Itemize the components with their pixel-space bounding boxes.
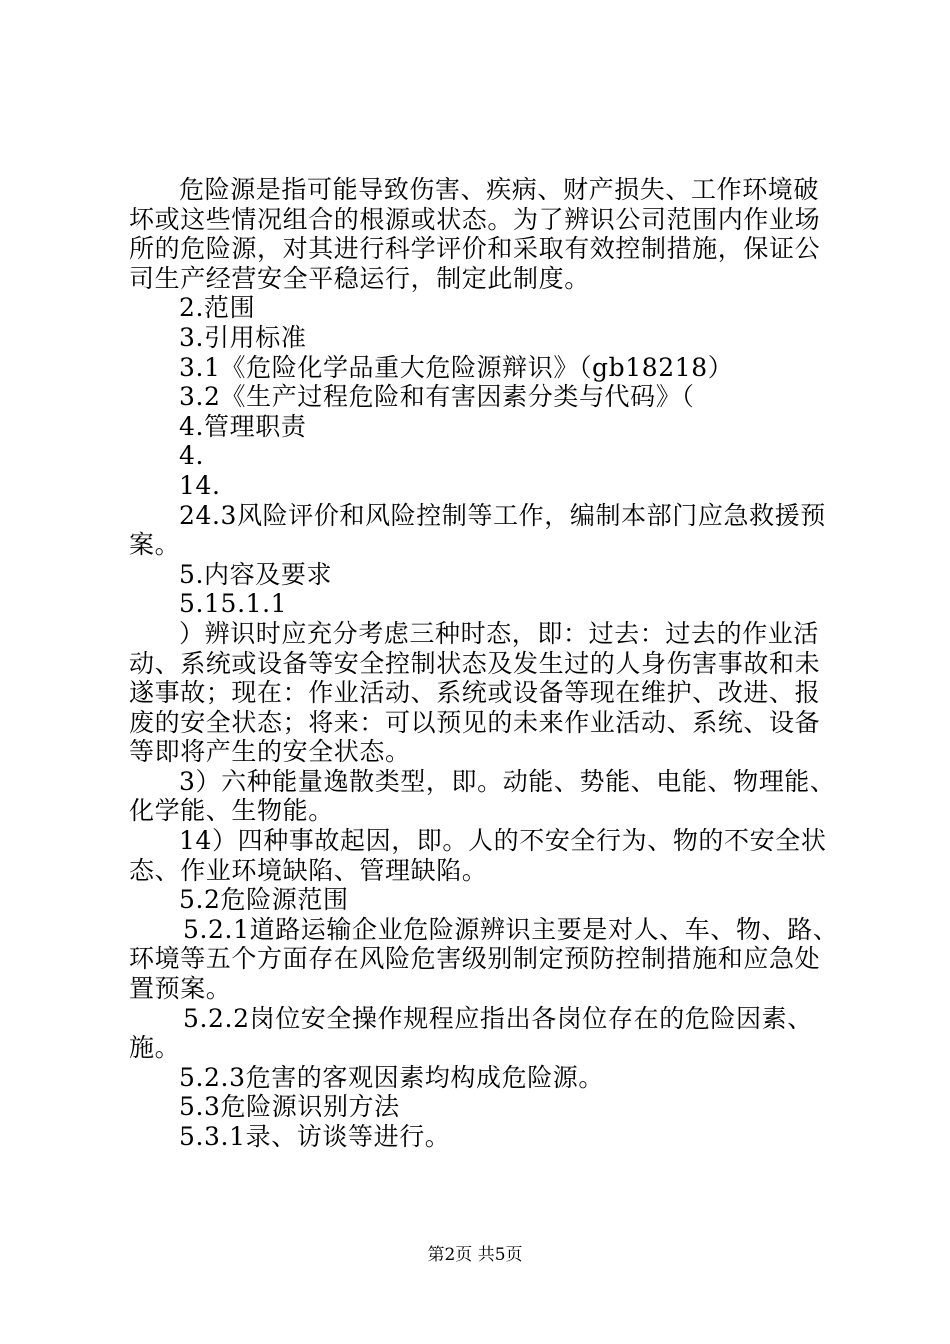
paragraph-line: ）辨识时应充分考虑三种时态，即：过去：过去的作业活	[179, 618, 820, 648]
paragraph-line: 3.1《危险化学品重大危险源辩识》（gb18218）	[179, 352, 734, 382]
paragraph-line: 司生产经营安全平稳运行，制定此制度。	[129, 263, 590, 293]
paragraph-line: 24.3风险评价和风险控制等工作，编制本部门应急救援预	[179, 500, 826, 530]
paragraph-line: 所的危险源，对其进行科学评价和采取有效控制措施，保证公	[129, 234, 821, 264]
paragraph-line: 化学能、生物能。	[129, 796, 334, 826]
paragraph-line: 5.2.3危害的客观因素均构成危险源。	[179, 1062, 605, 1092]
section-heading: 4.管理职责	[179, 411, 307, 441]
section-heading: 5.内容及要求	[179, 559, 333, 589]
paragraph-line: 5.2.1道路运输企业危险源辨识主要是对人、车、物、路、	[183, 914, 839, 944]
paragraph-line: 废的安全状态；将来：可以预见的未来作业活动、系统、设备	[129, 707, 821, 737]
section-heading: 2.范围	[179, 293, 256, 323]
paragraph-line: 环境等五个方面存在风险危害级别制定预防控制措施和应急处	[129, 944, 821, 974]
paragraph-line: 5.15.1.1	[179, 589, 288, 619]
paragraph-line: 置预案。	[129, 974, 232, 1004]
paragraph-line: 3）六种能量逸散类型，即。动能、势能、电能、物理能、	[179, 766, 836, 796]
paragraph-line: 5.3.1录、访谈等进行。	[179, 1122, 451, 1151]
page-number-footer: 第2页 共5页	[427, 1245, 523, 1265]
paragraph-line: 态、作业环境缺陷、管理缺陷。	[129, 855, 488, 885]
paragraph-line: 坏或这些情况组合的根源或状态。为了辨识公司范围内作业场	[129, 204, 821, 234]
paragraph-line: 14）四种事故起因，即。人的不安全行为、物的不安全状	[179, 826, 827, 856]
paragraph-line: 危险源是指可能导致伤害、疾病、财产损失、工作环境破	[179, 175, 820, 204]
paragraph-line: 施。	[129, 1033, 181, 1063]
paragraph-line: 案。	[129, 530, 181, 560]
section-heading: 5.2危险源范围	[179, 885, 349, 915]
paragraph-line: 等即将产生的安全状态。	[129, 737, 411, 767]
paragraph-line: 3.2《生产过程危险和有害因素分类与代码》（	[179, 382, 695, 412]
section-heading: 5.3危险源识别方法	[179, 1092, 400, 1122]
paragraph-line: 动、系统或设备等安全控制状态及发生过的人身伤害事故和未	[129, 648, 821, 678]
paragraph-line: 5.2.2岗位安全操作规程应指出各岗位存在的危险因素、	[183, 1003, 813, 1033]
paragraph-line: 14.	[179, 470, 221, 500]
paragraph-line: 遂事故；现在：作业活动、系统或设备等现在维护、改进、报	[129, 678, 821, 708]
section-heading: 3.引用标准	[179, 322, 307, 352]
document-body	[129, 175, 839, 1152]
paragraph-line: 4.	[179, 441, 205, 471]
